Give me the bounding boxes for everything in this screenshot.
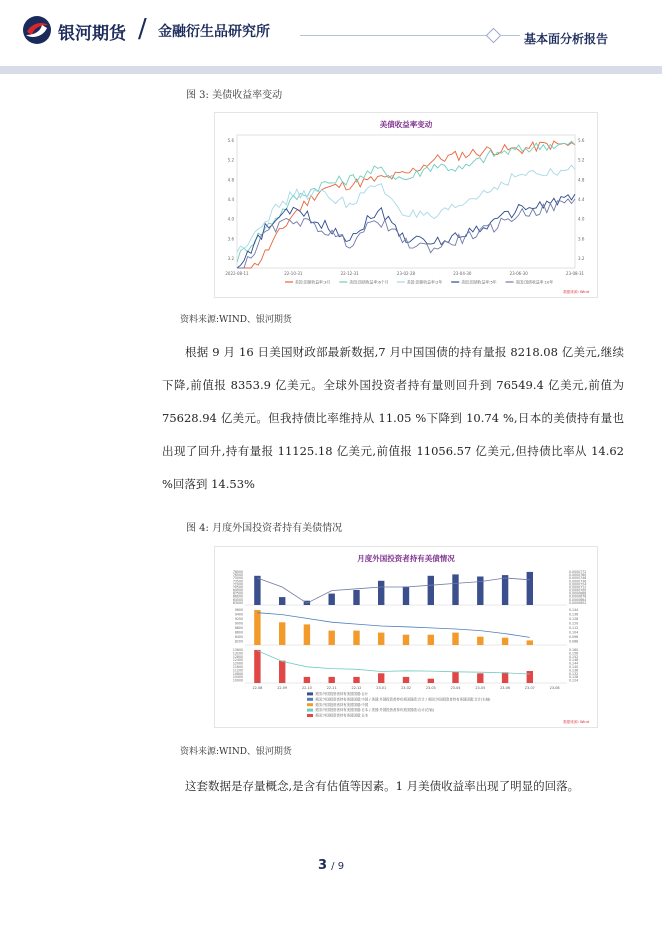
header-band xyxy=(0,66,662,74)
figure3-series-line xyxy=(237,141,575,268)
figure4-y-right-tick: 0.0000724 xyxy=(569,582,587,587)
figure3-y-right-tick: 4.0 xyxy=(578,216,585,222)
figure4-y-left-tick: 12000 xyxy=(232,661,243,666)
figure3-x-tick: 23-02-28 xyxy=(396,271,416,276)
figure4-y-right-tick: 0.0000712 xyxy=(569,585,587,590)
figure4-x-tick: 23-05 xyxy=(475,686,486,690)
figure4-y-right-tick: 0.144 xyxy=(569,608,579,612)
figure4-y-left-tick: 9000 xyxy=(234,621,243,626)
figure4-y-right-tick: 0.0000748 xyxy=(569,576,587,581)
figure4-bar xyxy=(403,635,409,645)
figure4-bar xyxy=(254,650,260,683)
figure4-bar xyxy=(353,590,359,605)
figure4-y-right-tick: 0.0000676 xyxy=(569,594,587,599)
brand-separator: / xyxy=(138,14,147,44)
figure4-legend-label: 美国:外国投资者持有美国国债:中国 xyxy=(315,702,369,707)
figure4-y-left-tick: 11200 xyxy=(232,668,243,673)
figure4-chart-title: 月度外国投资者持有美债情况 xyxy=(357,554,455,563)
figure4-y-right-tick: 0.0000664 xyxy=(569,597,587,602)
figure4-legend-swatch xyxy=(307,692,313,695)
figure3-legend-label: 美国:国债收益率:3月 xyxy=(295,279,331,285)
figure4-bar xyxy=(428,679,434,683)
figure4-y-left-tick: 72000 xyxy=(232,582,243,587)
figure4-y-right-tick: 0.124 xyxy=(569,678,579,683)
diamond-ornament-icon xyxy=(486,28,502,44)
figure4-y-right-tick: 0.128 xyxy=(569,617,579,621)
figure4-bar xyxy=(353,677,359,683)
header-rule-right xyxy=(500,35,520,36)
figure3-legend-label: 美国:国债收益率:6个月 xyxy=(349,279,389,285)
figure4-y-left-tick: 78000 xyxy=(232,570,243,574)
figure4-y-right-tick: 0.088 xyxy=(569,639,579,644)
figure4-y-right-tick: 0.148 xyxy=(569,658,579,663)
figure4-y-right-tick: 0.120 xyxy=(569,621,579,626)
figure3-x-tick: 22-12-31 xyxy=(340,271,359,276)
figure3-y-left-tick: 3.2 xyxy=(227,256,234,262)
figure4-bar xyxy=(428,576,434,605)
figure4-y-right-tick: 0.0000760 xyxy=(569,573,587,578)
figure3-x-tick: 23-08-31 xyxy=(565,271,585,276)
figure4-svg xyxy=(215,547,597,727)
figure4-x-tick: 22-10 xyxy=(301,686,312,690)
figure4-bar xyxy=(378,633,384,645)
figure4-y-left-tick: 13200 xyxy=(232,651,243,656)
figure4-ratio-line xyxy=(257,613,529,638)
figure4-y-right-tick: 0.152 xyxy=(569,654,579,659)
figure4-bar xyxy=(254,576,260,605)
figure4-bar xyxy=(353,631,359,645)
figure4-x-tick: 23-03 xyxy=(425,686,436,690)
figure4-x-tick: 23-02 xyxy=(401,686,411,690)
figure4-y-right-tick: 0.0000700 xyxy=(569,588,587,593)
figure4-y-left-tick: 76500 xyxy=(232,573,243,578)
figure4-bar xyxy=(279,661,285,683)
page-number xyxy=(0,858,662,873)
figure4-y-right-tick: 0.144 xyxy=(569,661,579,666)
body-paragraph-2: 这套数据是存量概念,是含有估值等因素。1 月美债收益率出现了明显的回落。 xyxy=(185,779,580,793)
figure4-y-right-tick: 0.104 xyxy=(569,630,579,635)
figure4-legend-label: 美国:外国投资者持有美国国债:日本 xyxy=(315,713,369,718)
figure4-y-left-tick: 10400 xyxy=(232,675,243,680)
figure4-y-left-tick: 9600 xyxy=(234,608,243,612)
figure3-y-left-tick: 4.0 xyxy=(227,216,234,222)
figure4-bar xyxy=(254,610,260,645)
figure4-bar xyxy=(452,574,458,605)
page-total: 9 xyxy=(337,861,345,872)
report-type: 基本面分析报告 xyxy=(524,32,609,46)
figure4-y-right-tick: 0.160 xyxy=(569,648,579,652)
figure4-legend-swatch xyxy=(307,714,313,717)
figure4-bar xyxy=(304,677,310,683)
figure4-y-right-tick: 0.0000652 xyxy=(569,600,587,605)
figure4-bar xyxy=(329,594,335,605)
figure4-bar xyxy=(502,575,508,605)
figure3-svg xyxy=(215,113,597,297)
figure3-chart-title: 美债收益率变动 xyxy=(379,120,433,129)
figure4-x-tick: 22-09 xyxy=(277,686,288,690)
figure3-y-right-tick: 3.6 xyxy=(578,236,585,242)
page-separator: / xyxy=(331,861,338,872)
figure3-y-left-tick: 4.8 xyxy=(227,177,234,183)
figure4-y-right-tick: 0.112 xyxy=(569,626,579,630)
figure4-ratio-line xyxy=(257,651,529,674)
figure4-bar xyxy=(279,622,285,645)
figure4-y-right-tick: 0.132 xyxy=(569,671,579,676)
figure4-bar xyxy=(403,677,409,683)
figure4-legend-swatch xyxy=(307,709,313,712)
figure3-legend-label: 美国:国债收益率:2年 xyxy=(406,279,443,285)
figure4-y-left-tick: 63000 xyxy=(232,600,243,605)
figure4-bar xyxy=(329,677,335,683)
figure4-y-left-tick: 8400 xyxy=(234,635,243,639)
figure4-bar xyxy=(502,672,508,683)
figure3-legend-label: 美国:国债收益率:5年 xyxy=(461,279,497,285)
figure4-y-right-tick: 0.128 xyxy=(569,675,579,680)
figure4-y-left-tick: 9200 xyxy=(234,617,243,621)
figure3-watermark: 数据来源: Wind xyxy=(563,290,589,294)
figure4-x-tick: 22-11 xyxy=(326,686,337,690)
figure4-chart xyxy=(214,546,598,728)
figure4-y-left-tick: 13600 xyxy=(232,648,243,652)
figure4-y-left-tick: 64500 xyxy=(232,597,243,602)
figure4-y-left-tick: 69000 xyxy=(232,588,243,593)
figure4-watermark: 数据来源: Wind xyxy=(563,720,589,724)
figure4-y-left-tick: 9400 xyxy=(234,612,243,617)
figure4-y-left-tick: 12400 xyxy=(232,658,243,663)
galaxy-futures-logo-icon xyxy=(22,15,52,45)
sub-brand-name: 金融衍生品研究所 xyxy=(158,24,270,40)
figure4-y-left-tick: 70500 xyxy=(232,585,243,590)
figure4-y-left-tick: 75000 xyxy=(232,576,243,581)
figure4-bar xyxy=(403,587,409,606)
figure4-legend-label: 美国:外国投资者持有美国国债:中国 / 美国:外国投资者持有美国国债:合计 / 美国:外国投资者持有美国国债:合计(右轴) xyxy=(315,697,491,702)
figure4-y-right-tick: 0.156 xyxy=(569,651,579,656)
figure3-y-right-tick: 3.2 xyxy=(578,256,585,262)
figure3-y-left-tick: 3.6 xyxy=(227,236,234,242)
figure4-bar xyxy=(304,624,310,645)
figure4-legend-label: 美国:外国投资者持有美国国债:日本 / 美国:外国投资者持有美国国债:合计(右轴) xyxy=(315,708,435,713)
header-rule-left xyxy=(300,35,488,36)
figure4-y-left-tick: 66000 xyxy=(232,594,243,599)
figure4-x-tick: 22-08 xyxy=(252,686,263,690)
figure4-y-right-tick: 0.0000736 xyxy=(569,579,587,584)
figure4-y-left-tick: 73500 xyxy=(232,579,243,584)
figure4-bar xyxy=(428,635,434,645)
figure4-source: 资料来源:WIND、银河期货 xyxy=(180,747,292,757)
figure3-y-right-tick: 5.2 xyxy=(578,157,585,163)
figure3-chart xyxy=(214,112,598,298)
figure4-x-tick: 23-06 xyxy=(500,686,511,690)
figure3-legend-label: 美国:国债收益率:10年 xyxy=(515,279,554,285)
figure4-legend-swatch xyxy=(307,698,313,701)
figure4-bar xyxy=(452,672,458,684)
figure3-y-right-tick: 5.6 xyxy=(578,137,585,143)
brand-name: 银河期货 xyxy=(58,24,126,44)
figure4-bar xyxy=(329,631,335,645)
figure3-x-tick: 23-04-30 xyxy=(453,271,472,276)
figure3-y-right-tick: 4.8 xyxy=(578,177,585,183)
figure4-bar xyxy=(527,640,533,645)
figure4-x-tick: 23-07 xyxy=(524,686,535,690)
figure4-y-left-tick: 8800 xyxy=(234,626,243,630)
figure4-y-left-tick: 10800 xyxy=(232,671,243,676)
figure4-y-left-tick: 10000 xyxy=(232,678,243,683)
figure4-ratio-line xyxy=(257,578,529,603)
figure3-y-right-tick: 4.4 xyxy=(578,197,585,203)
figure4-bar xyxy=(527,671,533,683)
figure3-plot-frame xyxy=(237,135,575,268)
page-header xyxy=(0,0,662,66)
figure4-x-tick: 22-12 xyxy=(351,686,362,690)
figure4-y-left-tick: 12800 xyxy=(232,654,243,659)
figure4-x-tick: 23-01 xyxy=(376,686,387,690)
figure4-bar xyxy=(452,633,458,645)
figure4-y-right-tick: 0.096 xyxy=(569,635,579,639)
figure4-bar xyxy=(279,597,285,605)
figure4-y-right-tick: 0.136 xyxy=(569,612,579,617)
figure3-x-tick: 22-10-31 xyxy=(284,271,303,276)
figure4-bar xyxy=(527,572,533,605)
figure3-series-line xyxy=(237,141,575,262)
figure4-bar xyxy=(378,673,384,683)
figure4-x-tick: 23-04 xyxy=(450,686,461,690)
figure4-y-left-tick: 11600 xyxy=(232,665,243,669)
figure4-bar xyxy=(502,638,508,645)
figure4-x-tick: 23-08 xyxy=(549,686,560,690)
figure4-bar xyxy=(477,637,483,645)
figure4-caption: 图 4: 月度外国投资者持有美债情况 xyxy=(186,523,343,534)
figure3-y-left-tick: 5.2 xyxy=(227,157,234,163)
figure4-y-left-tick: 67500 xyxy=(232,591,243,596)
figure4-bar xyxy=(378,581,384,605)
figure4-bar xyxy=(477,577,483,606)
figure4-y-right-tick: 0.136 xyxy=(569,668,579,673)
figure3-source: 资料来源:WIND、银河期货 xyxy=(180,315,292,325)
figure3-y-left-tick: 4.4 xyxy=(227,197,234,203)
figure3-caption: 图 3: 美债收益率变动 xyxy=(186,90,283,101)
figure3-y-left-tick: 5.6 xyxy=(227,137,234,143)
page-current: 3 xyxy=(317,858,327,873)
figure4-legend-label: 美国:外国投资者持有美国国债:合计 xyxy=(315,692,369,696)
figure4-legend-swatch xyxy=(307,703,313,706)
figure3-series-line xyxy=(237,199,575,268)
figure3-x-tick: 2022-08-11 xyxy=(225,271,249,276)
figure4-y-left-tick: 8600 xyxy=(234,630,243,635)
figure4-y-right-tick: 0.140 xyxy=(569,665,579,669)
figure4-bar xyxy=(477,673,483,683)
figure4-y-left-tick: 8200 xyxy=(234,639,243,644)
figure4-y-right-tick: 0.0000772 xyxy=(569,570,587,574)
figure4-y-right-tick: 0.0000688 xyxy=(569,591,587,596)
figure3-x-tick: 23-06-30 xyxy=(509,271,528,276)
body-paragraph-1: 根据 9 月 16 日美国财政部最新数据,7 月中国国债的持有量报 8218.08 亿美元,继续下降,前值报 8353.9 亿美元。全球外国投资者持有量则回升到 76549.4 亿美元,前值为 75628.94 亿美元。但我持债比率维持从 11.05 %下降到 10.74 %,日本的美债持有量也出现了回升,持有量报 11125.18 亿美元,前值报 11056.57 亿美元,但持债比率从 14.62 %回落到 14.53% xyxy=(162,345,624,491)
